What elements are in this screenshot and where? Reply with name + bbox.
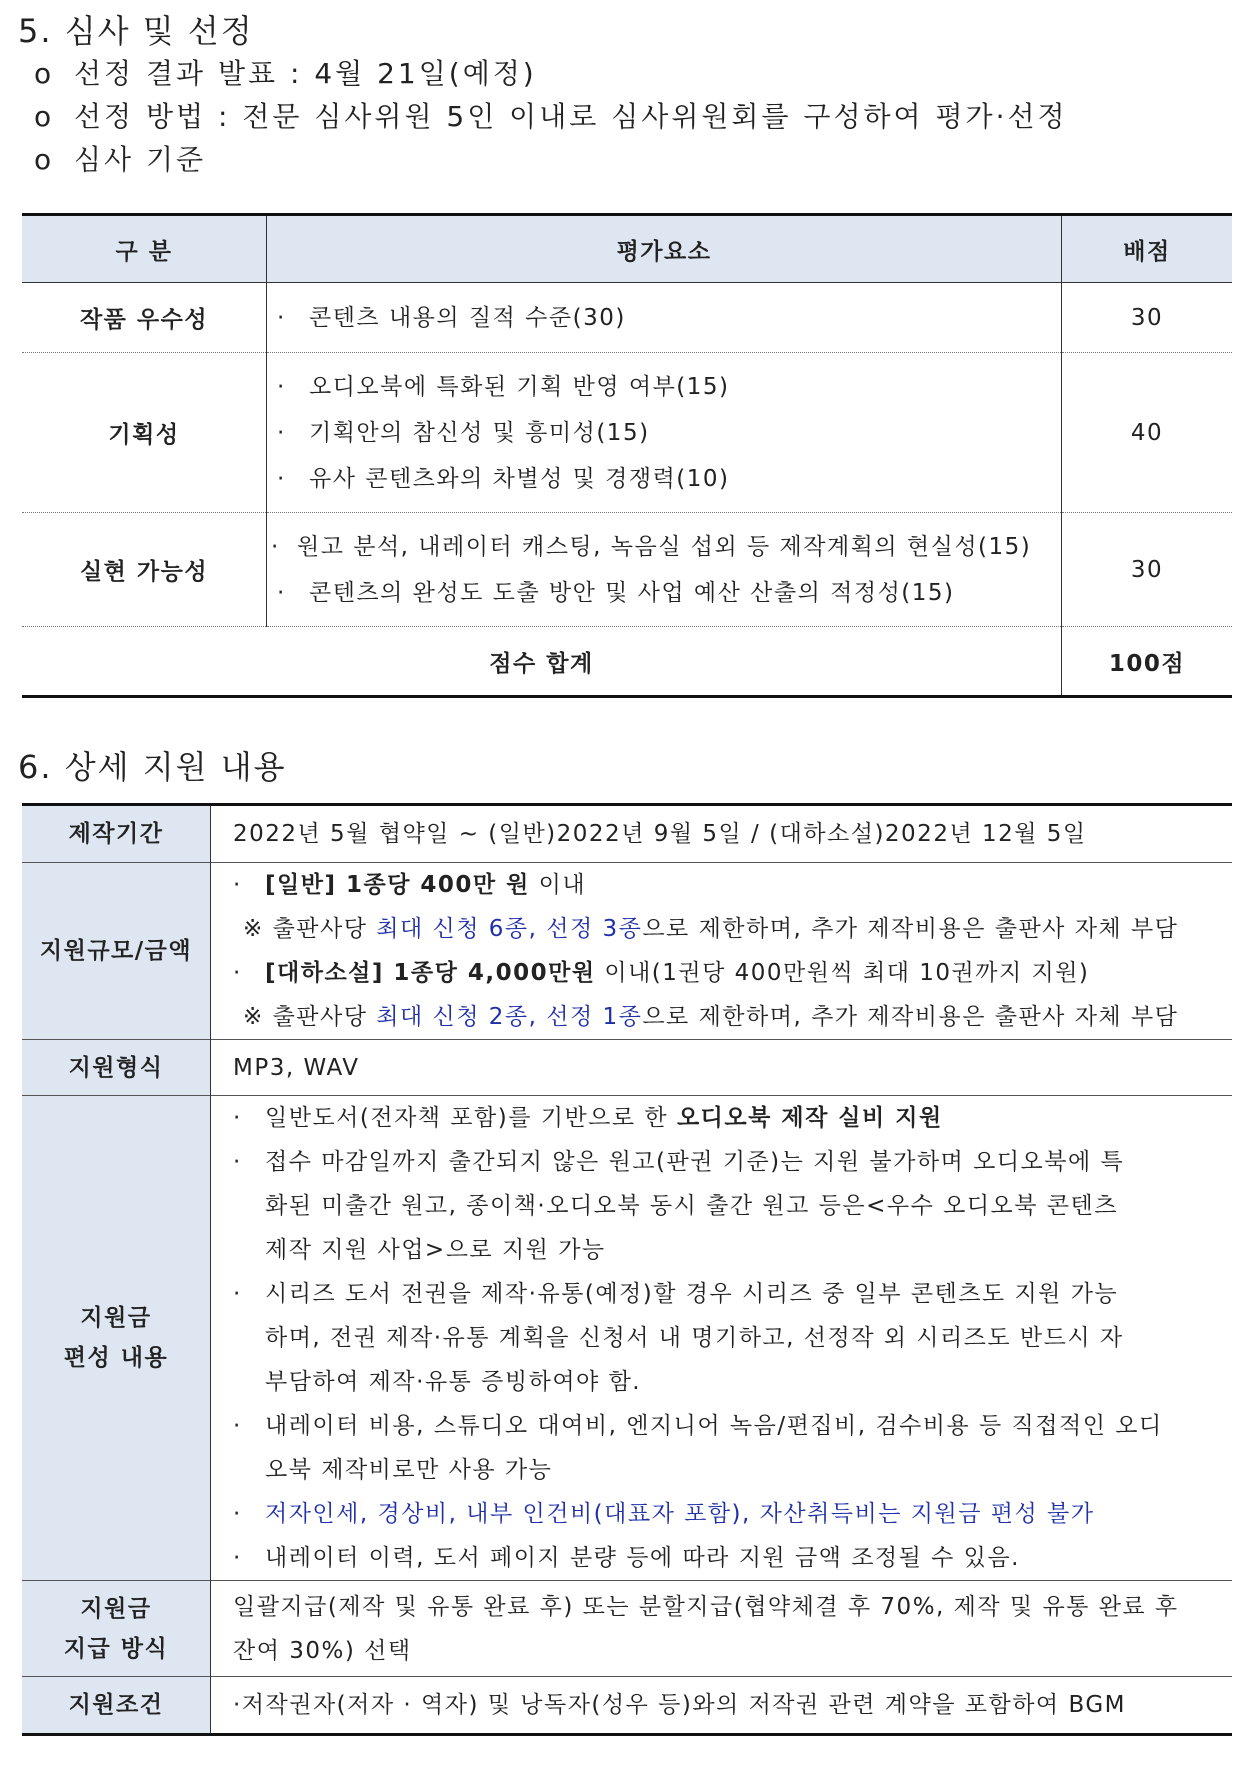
budget-item: · 내레이터 비용, 스튜디오 대여비, 엔지니어 녹음/편집비, 검수비용 등 직접적인 오디 <box>233 1413 1163 1439</box>
criteria-label: 기획성 <box>22 353 267 513</box>
method-line: o 선정 방법 : 전문 심사위원 5인 이내로 심사위원회를 구성하여 평가·선정 <box>34 100 1068 133</box>
criteria-items <box>267 283 1062 353</box>
period-value: 2022년 5월 협약일 ~ (일반)2022년 9월 5일 / (대하소설)2022년 12월 5일 <box>233 821 1087 847</box>
scale-value <box>211 863 1233 1040</box>
criteria-table <box>22 213 1232 698</box>
format-row <box>22 1040 1232 1096</box>
period-row <box>22 805 1232 863</box>
criteria-row <box>22 513 1232 627</box>
scale-epic-note: ※ 출판사당 최대 신청 2종, 선정 1종으로 제한하며, 추가 제작비용은 출판사 자체 부담 <box>243 1004 1179 1030</box>
format-value: MP3, WAV <box>211 1040 1233 1096</box>
criteria-item: · 유사 콘텐츠와의 차별성 및 경쟁력(10) <box>277 465 730 492</box>
total-score: 100점 <box>1062 627 1233 697</box>
scale-general-note: ※ 출판사당 최대 신청 6종, 선정 3종으로 제한하며, 추가 제작비용은 출판사 자체 부담 <box>243 916 1179 942</box>
support-table <box>22 803 1232 1736</box>
budget-item: · 접수 마감일까지 출간되지 않은 원고(판권 기준)는 지원 불가하며 오디오북에 특 <box>233 1149 1125 1175</box>
scale-general: · [일반] 1종당 400만 원 이내 <box>233 872 587 898</box>
criteria-item: · 콘텐츠의 완성도 도출 방안 및 사업 예산 산출의 적정성(15) <box>277 579 955 606</box>
scale-row <box>22 863 1232 1040</box>
header-category: 구 분 <box>22 215 267 283</box>
criteria-item: · 콘텐츠 내용의 질적 수준(30) <box>277 304 626 331</box>
budget-label: 지원금 편성 내용 <box>22 1096 211 1581</box>
criteria-items <box>267 353 1062 513</box>
budget-item-excluded: · 저자인세, 경상비, 내부 인건비(대표자 포함), 자산취득비는 지원금 편성 불가 <box>233 1501 1095 1527</box>
criteria-label: 작품 우수성 <box>22 283 267 353</box>
criteria-score: 40 <box>1062 353 1233 513</box>
criteria-item: · 기획안의 참신성 및 흥미성(15) <box>277 419 650 446</box>
section-6-title: 6. 상세 지원 내용 <box>18 748 287 786</box>
payment-label: 지원금 지급 방식 <box>22 1581 211 1677</box>
criteria-item: · 원고 분석, 내레이터 캐스팅, 녹음실 섭외 등 제작계획의 현실성(15) <box>271 533 1032 560</box>
total-label: 점수 합계 <box>22 627 1062 697</box>
criteria-line: o 심사 기준 <box>34 143 207 176</box>
budget-item: · 일반도서(전자책 포함)를 기반으로 한 오디오북 제작 실비 지원 <box>233 1105 943 1131</box>
payment-value: 일괄지급(제작 및 유통 완료 후) 또는 분할지급(협약체결 후 70%, 제작 및 유통 완료 후 잔여 30%) 선택 <box>211 1581 1233 1677</box>
condition-label: 지원조건 <box>22 1677 211 1735</box>
criteria-item: · 오디오북에 특화된 기획 반영 여부(15) <box>277 373 730 400</box>
criteria-header-row <box>22 215 1232 283</box>
condition-value: ·저작권자(저자 · 역자) 및 낭독자(성우 등)와의 저작권 관련 계약을 포함하여 BGM <box>211 1677 1233 1735</box>
criteria-label: 실현 가능성 <box>22 513 267 627</box>
header-score: 배점 <box>1062 215 1233 283</box>
budget-item-cont: 하며, 전권 제작·유통 계획을 신청서 내 명기하고, 선정작 외 시리즈도 반드시 자 <box>265 1325 1124 1351</box>
announce-line: o 선정 결과 발표 : 4월 21일(예정) <box>34 57 537 90</box>
format-label: 지원형식 <box>22 1040 211 1096</box>
total-row <box>22 627 1232 697</box>
budget-item: · 시리즈 도서 전권을 제작·유통(예정)할 경우 시리즈 중 일부 콘텐츠도 지원 가능 <box>233 1281 1119 1307</box>
criteria-row <box>22 353 1232 513</box>
criteria-score: 30 <box>1062 513 1233 627</box>
budget-item-cont: 제작 지원 사업>으로 지원 가능 <box>265 1237 606 1263</box>
criteria-score: 30 <box>1062 283 1233 353</box>
criteria-items <box>267 513 1062 627</box>
section-5-title: 5. 심사 및 선정 <box>18 12 254 50</box>
condition-row <box>22 1677 1232 1735</box>
budget-item-cont: 화된 미출간 원고, 종이책·오디오북 동시 출간 원고 등은<우수 오디오북 콘텐츠 <box>265 1193 1118 1219</box>
budget-value <box>211 1096 1233 1581</box>
period-label: 제작기간 <box>22 805 211 863</box>
budget-item-cont: 오북 제작비로만 사용 가능 <box>265 1457 553 1483</box>
budget-item-cont: 부담하여 제작·유통 증빙하여야 함. <box>265 1369 642 1395</box>
budget-row <box>22 1096 1232 1581</box>
header-elements: 평가요소 <box>267 215 1062 283</box>
criteria-row <box>22 283 1232 353</box>
payment-row <box>22 1581 1232 1677</box>
scale-epic: · [대하소설] 1종당 4,000만원 이내(1권당 400만원씩 최대 10권까지 지원) <box>233 960 1090 986</box>
budget-item: · 내레이터 이력, 도서 페이지 분량 등에 따라 지원 금액 조정될 수 있음. <box>233 1545 1020 1571</box>
scale-label: 지원규모/금액 <box>22 863 211 1040</box>
